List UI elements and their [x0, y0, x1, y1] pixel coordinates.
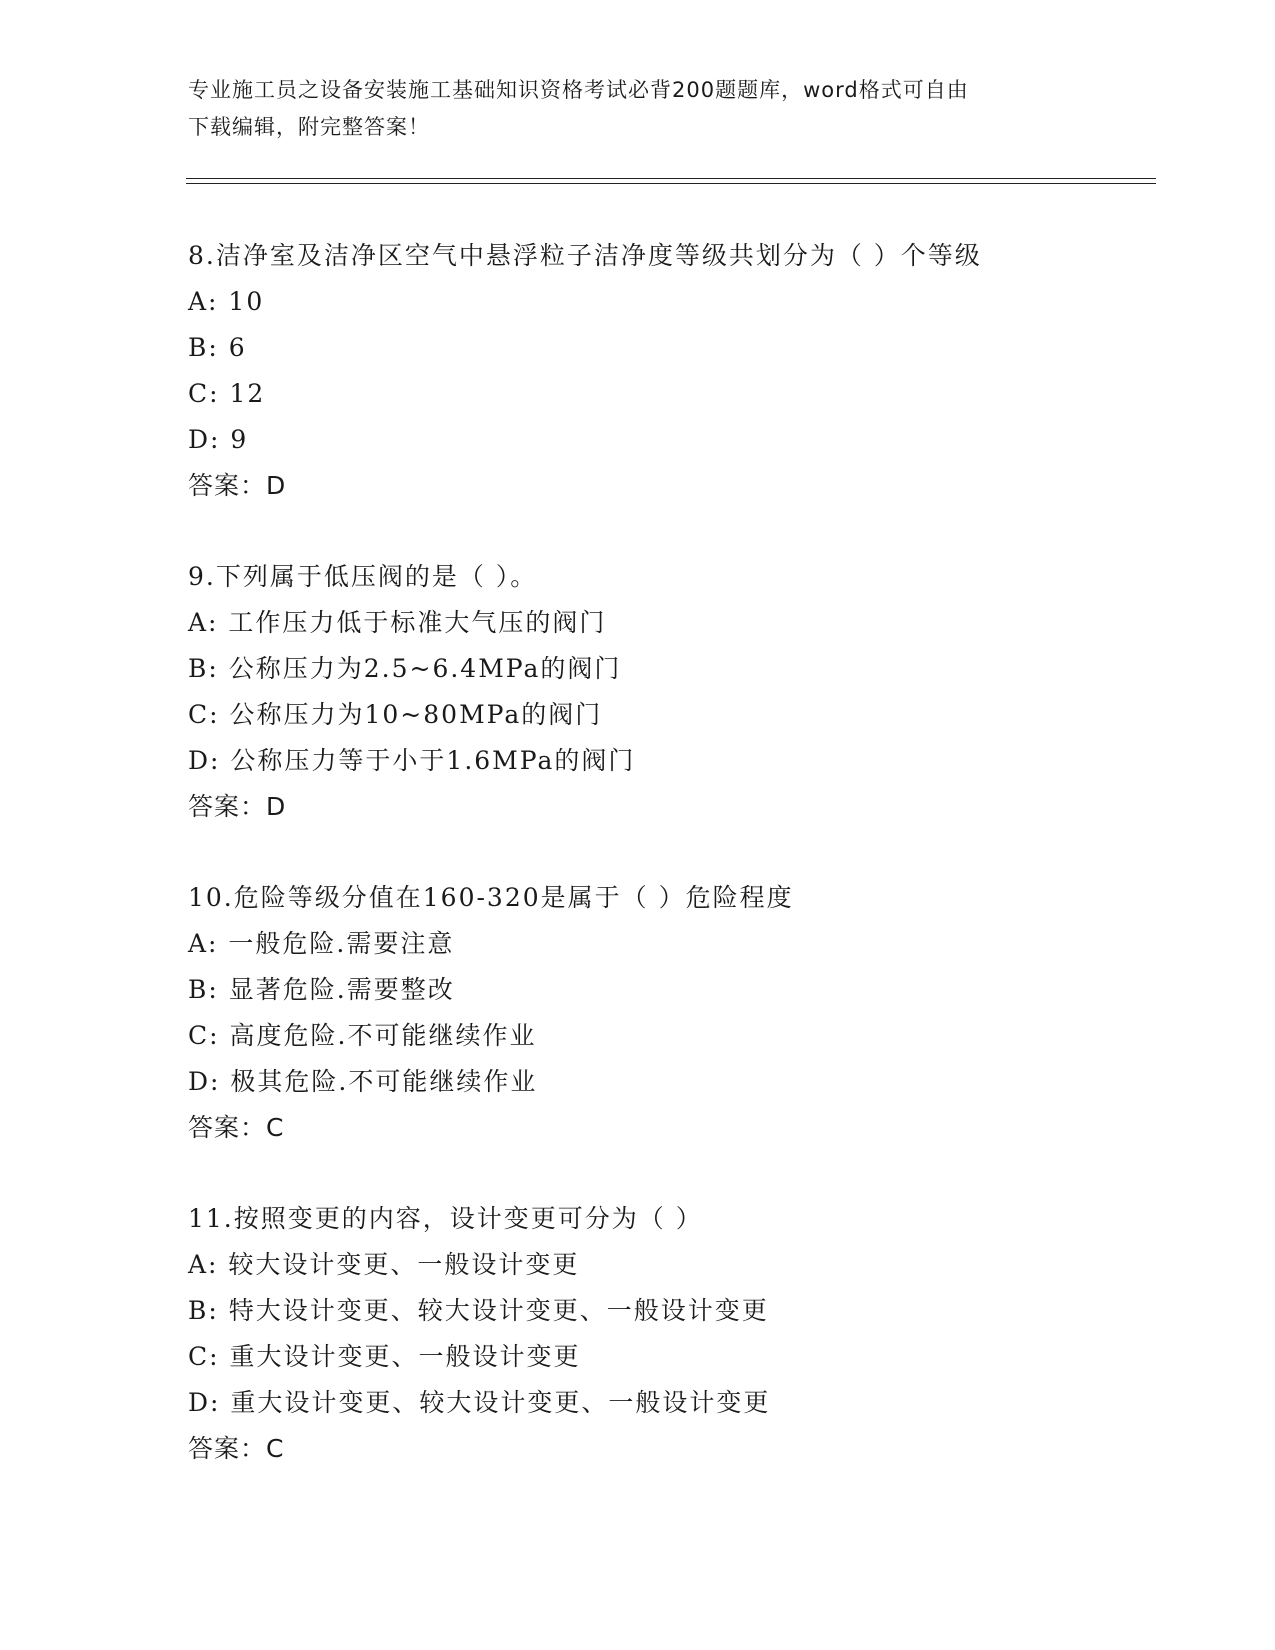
option-a: A: 工作压力低于标准大气压的阀门 — [188, 608, 607, 637]
question-block — [188, 1196, 1188, 1472]
option-d: D: 极其危险.不可能继续作业 — [188, 1067, 538, 1096]
option-d: D: 公称压力等于小于1.6MPa的阀门 — [188, 746, 636, 775]
option-c: C: 12 — [188, 379, 266, 408]
header-divider-top — [186, 178, 1156, 179]
option-b: B: 公称压力为2.5~6.4MPa的阀门 — [188, 654, 622, 683]
answer: 答案：D — [188, 471, 287, 500]
question-stem: 9.下列属于低压阀的是（ ）。 — [188, 562, 538, 591]
option-b: B: 6 — [188, 333, 247, 362]
answer: 答案：C — [188, 1434, 285, 1463]
option-b: B: 特大设计变更、较大设计变更、一般设计变更 — [188, 1296, 769, 1325]
option-d: D: 重大设计变更、较大设计变更、一般设计变更 — [188, 1388, 771, 1417]
answer: 答案：C — [188, 1113, 285, 1142]
option-a: A: 一般危险.需要注意 — [188, 929, 455, 958]
header-divider-bottom — [186, 183, 1156, 184]
question-block — [188, 233, 1188, 509]
header-line-2: 下载编辑，附完整答案！ — [188, 115, 430, 139]
option-b: B: 显著危险.需要整改 — [188, 975, 455, 1004]
option-a: A: 10 — [188, 287, 265, 316]
question-stem: 8.洁净室及洁净区空气中悬浮粒子洁净度等级共划分为（ ）个等级 — [188, 241, 982, 270]
option-c: C: 重大设计变更、一般设计变更 — [188, 1342, 581, 1371]
question-block — [188, 875, 1188, 1151]
option-d: D: 9 — [188, 425, 249, 454]
question-stem: 10.危险等级分值在160-320是属于（ ）危险程度 — [188, 883, 794, 912]
header-line-1: 专业施工员之设备安装施工基础知识资格考试必背200题题库，word格式可自由 — [188, 78, 969, 102]
question-block — [188, 554, 1188, 830]
option-c: C: 高度危险.不可能继续作业 — [188, 1021, 537, 1050]
option-a: A: 较大设计变更、一般设计变更 — [188, 1250, 580, 1279]
document-header — [188, 72, 1088, 146]
option-c: C: 公称压力为10~80MPa的阀门 — [188, 700, 603, 729]
answer: 答案：D — [188, 792, 287, 821]
question-stem: 11.按照变更的内容，设计变更可分为（ ） — [188, 1204, 703, 1233]
